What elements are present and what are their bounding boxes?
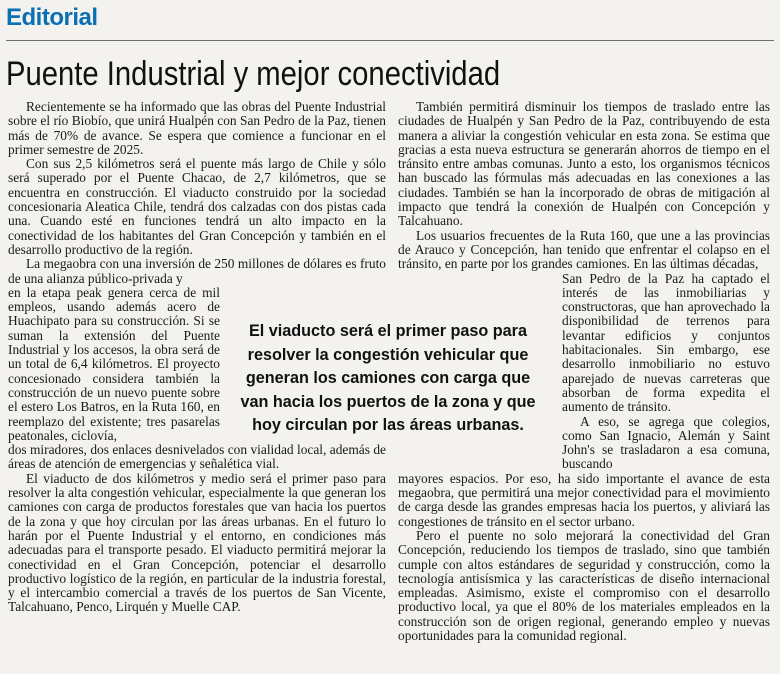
paragraph: Recientemente se ha informado que las obras del Puente Industrial sobre el río Biobío, que unirá Hualpén con San Pedro de la Paz, tienen más de 70% de avance. Se espera que comience a funcionar en el primer semestre de 2025. [8, 99, 386, 157]
paragraph: También permitirá disminuir los tiempos de traslado entre las ciudades de Hualpén y San Pedro de la Paz, contribuyendo de esta manera a aliviar la congestión vehicular en esta zona. Se estima que gracias a esta nueva estructura se generarán ahorros de tiempo en el tránsito entre ambas comunas. Junto a esto, los organismos técnicos han buscado las fórmulas más adecuadas en las conexiones a las ciudades. También se han la incorporado de obras de mitigación al impacto que tendrá la conexión de Hualpén con Concepción y Talcahuano. [398, 99, 770, 229]
paragraph-continued: dos miradores, dos enlaces desnivelados con vialidad local, además de áreas de atención de emergencias y señalética vial. [8, 442, 386, 472]
paragraph: A eso, se agrega que colegios, como San Ignacio, Alemán y Saint John's se trasladaron a esa comuna, buscando [562, 413, 770, 472]
section-divider [6, 40, 774, 41]
paragraph-continued: San Pedro de la Paz ha captado el interés de las inmobiliarias y constructoras, que han aprovechado la disponibilidad de terrenos para levantar edificios y conjuntos habitacionales. Sin embargo, ese desarrollo inmobiliario no estuvo aparejado de nuevas carreteras que absorban de forma expedita el aumento de tránsito. [562, 270, 770, 415]
paragraph: El viaducto de dos kilómetros y medio será el primer paso para resolver la alta congestión vehicular, especialmente la que generan los camiones con carga de productos forestales que van hacia los puertos de la zona y que hoy circulan por las áreas urbanas. En el futuro lo harán por el Puente Industrial y el entorno, en condiciones más adecuadas para el transporte pesado. El viaducto permitirá mejorar la conectividad en el Gran Concepción, potenciar el desarrollo productivo logístico de la región, en particular de la industria forestal, y el intercambio comercial a través de los puertos de San Vicente, Talcahuano, Penco, Lirquén y Muelle CAP. [8, 470, 386, 615]
section-label: Editorial [6, 4, 98, 31]
paragraph: Con sus 2,5 kilómetros será el puente más largo de Chile y sólo será superado por el Puente Chacao, de 2,7 kilómetros, que se encuentra en construcción. El viaducto construido por la sociedad concesionaria Aleatica Chile, tendrá dos calzadas con dos pistas cada una. Cuando esté en funciones tendrá un alto impacto en la conectividad de los habitantes del Gran Concepción y también en el desarrollo productivo de la región. [8, 156, 386, 257]
pull-quote: El viaducto será el primer paso para resolver la congestión vehicular que generan los camiones con carga que van hacia los puertos de la zona y que hoy circulan por las áreas urbanas. [240, 322, 536, 435]
paragraph: Pero el puente no solo mejorará la conectividad del Gran Concepción, reduciendo los tiempos de traslado, sino que también cumple con altos estándares de seguridad y construcción, como la tecnología antisísmica y las características de diseño internacional empleadas. Asimismo, existe el compromiso con el desarrollo productivo local, ya que el 80% de los materiales empleados en la construcción son de origen regional, generando empleo y nuevas oportunidades para la comunidad regional. [398, 527, 770, 643]
paragraph-continued: mayores espacios. Por eso, ha sido importante el avance de esta megaobra, que permitirá una mejor conectividad para el movimiento de carga desde las grandes empresas hacia los puertos, y aliviará las congestiones de tránsito en el sector urbano. [398, 470, 770, 529]
paragraph: La megaobra con una inversión de 250 millones de dólares es fruto de una alianza público-privada y [8, 256, 386, 286]
paragraph: Los usuarios frecuentes de la Ruta 160, que une a las provincias de Arauco y Concepción, han tenido que enfrentar el colapso en el tránsito, en parte por los grandes camiones. En las últimas décadas, [398, 227, 770, 272]
article-headline: Puente Industrial y mejor conectividad [6, 55, 501, 93]
paragraph-continued: en la etapa peak genera cerca de mil empleos, usando además acero de Huachipato para su construcción. Si se suman la extensión del Puente Industrial y los accesos, la obra será de un total de 6,4 kilómetros. El proyecto concesionado considera también la construcción de un nuevo puente sobre el estero Los Batros, en la Ruta 160, en reemplazo del existente; tres pasarelas peatonales, ciclovía, [8, 284, 220, 443]
